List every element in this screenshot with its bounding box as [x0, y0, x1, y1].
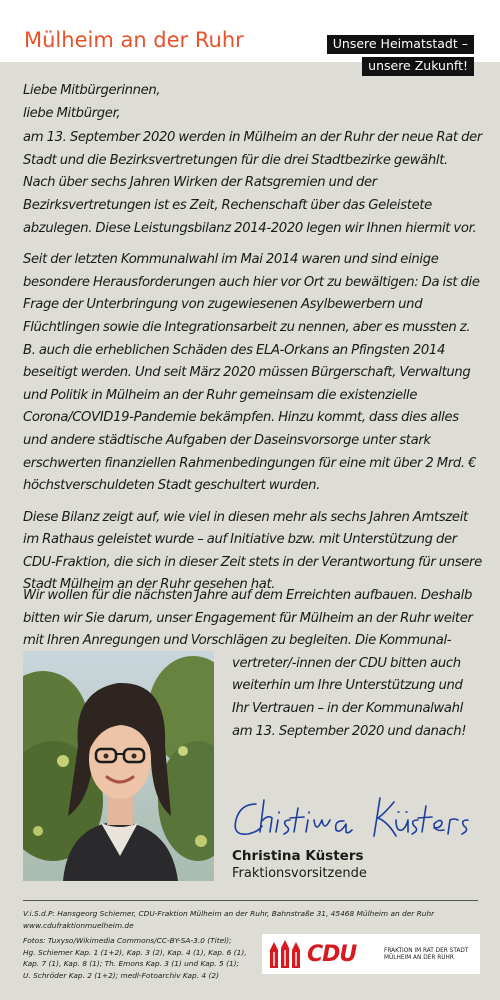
greeting-line-2: liebe Mitbürger,	[23, 105, 121, 121]
letter-line: vertreter/-innen der CDU bitten auch	[232, 655, 461, 671]
greeting	[23, 80, 483, 125]
letter-line: bitten wir Sie darum, unser Engagement für Mülheim an der Ruhr weiter	[23, 610, 473, 626]
logo-caption-line: FRAKTION IM RAT DER STADT	[384, 948, 469, 954]
credits-line: Kap. 7 (1), Kap. 8 (1); Th. Emons Kap. 3 (1) und Kap. 5 (1);	[23, 959, 240, 968]
cdu-wordmark: CDU	[307, 942, 357, 967]
logo-caption	[384, 948, 468, 962]
logo-caption-line: MÜLHEIM AN DER RUHR	[384, 955, 454, 961]
signatory-name: Christina Küsters	[232, 848, 364, 864]
signatory-role: Fraktionsvorsitzende	[232, 866, 367, 881]
cdu-logo	[262, 934, 480, 974]
credits-line: Fotos: Tuxyso/Wikimedia Commons/CC-BY-SA-3.0 (Titel);	[23, 936, 232, 945]
letter-line: Ihr Vertrauen – in der Kommunalwahl	[232, 700, 463, 716]
letter-body	[23, 80, 483, 606]
portrait-photo	[23, 651, 214, 881]
photo-credits	[23, 935, 258, 981]
cdu-emblem-icon	[268, 938, 302, 970]
handwritten-signature	[228, 790, 478, 850]
tagline-line-2: unsere Zukunft!	[362, 57, 474, 76]
letter-paragraph-3: Diese Bilanz zeigt auf, wie viel in diesen mehr als sechs Jahren Amtszeit im Rathaus geleistet wurde – auf Initiative bzw. mit Unterstützung der CDU-Fraktion, die sich in dieser Zeit stets in der Verantwortung für unsere Stadt Mülheim an der Ruhr gesehen hat.	[23, 509, 482, 593]
tagline-box	[327, 33, 474, 76]
letter-line: weiterhin um Ihre Unterstützung und	[232, 678, 463, 694]
greeting-line-1: Liebe Mitbürgerinnen,	[23, 83, 161, 98]
credits-line: Hg. Schiemer Kap. 1 (1+2), Kap. 3 (2), Kap. 4 (1), Kap. 6 (1),	[23, 947, 247, 957]
imprint	[23, 908, 483, 931]
credits-line: U. Schröder Kap. 2 (1+2); medl-Fotoarchiv Kap. 4 (2)	[23, 970, 219, 980]
footer-divider	[23, 900, 478, 901]
page-header	[0, 0, 500, 73]
page-title: Mülheim an der Ruhr	[24, 28, 244, 52]
letter-line: mit Ihren Anregungen und Vorschlägen zu begleiten. Die Kommunal-	[23, 633, 452, 649]
letter-paragraph-2: Seit der letzten Kommunalwahl im Mai 2014 waren und sind einige besondere Herausforderungen auch hier vor Ort zu bewältigen: Da ist die Frage der Unterbringung von zugewiesenen Asylbewerbern und Flüchtlingen sowie die Integrationsarbeit zu nennen, aber es mussten z. B. auch die erheblichen Schäden des ELA-Orkans an Pfingsten 2014 beseitigt werden. Und seit März 2020 müssen Bürgerschaft, Verwaltung und Politik in Mülheim an der Ruhr gemeinsam die existenzielle Corona/COVID19-Pandemie bekämpfen. Hinzu kommt, dass dies alles und andere städtische Aufgaben der Daseinsvorsorge unter stark erschwerten finanziellen Rahmenbedingungen für eine mit über 2 Mrd. € höchstverschuldeten Stadt geschultert wurden.	[23, 252, 480, 494]
letter-line: Wir wollen für die nächsten Jahre auf dem Erreichten aufbauen. Deshalb	[23, 588, 472, 603]
letter-paragraph-1: am 13. September 2020 werden in Mülheim an der Ruhr der neue Rat der Stadt und die Bezirksvertretungen für die drei Stadtbezirke gewählt. Nach über sechs Jahren Wirken der Ratsgremien und der Bezirksvertretungen ist es Zeit, Rechenschaft über das Geleistete abzulegen. Diese Leistungsbilanz 2014-2020 legen wir Ihnen hiermit vor.	[23, 130, 482, 236]
imprint-website: www.cdufraktionmuelheim.de	[23, 920, 134, 930]
tagline-line-1: Unsere Heimatstadt –	[327, 35, 474, 54]
imprint-line: V.i.S.d.P: Hansgeorg Schiemer, CDU-Fraktion Mülheim an der Ruhr, Bahnstraße 31, 45468 Mülheim an der Ruhr	[23, 909, 435, 918]
letter-line: am 13. September 2020 und danach!	[232, 723, 467, 739]
